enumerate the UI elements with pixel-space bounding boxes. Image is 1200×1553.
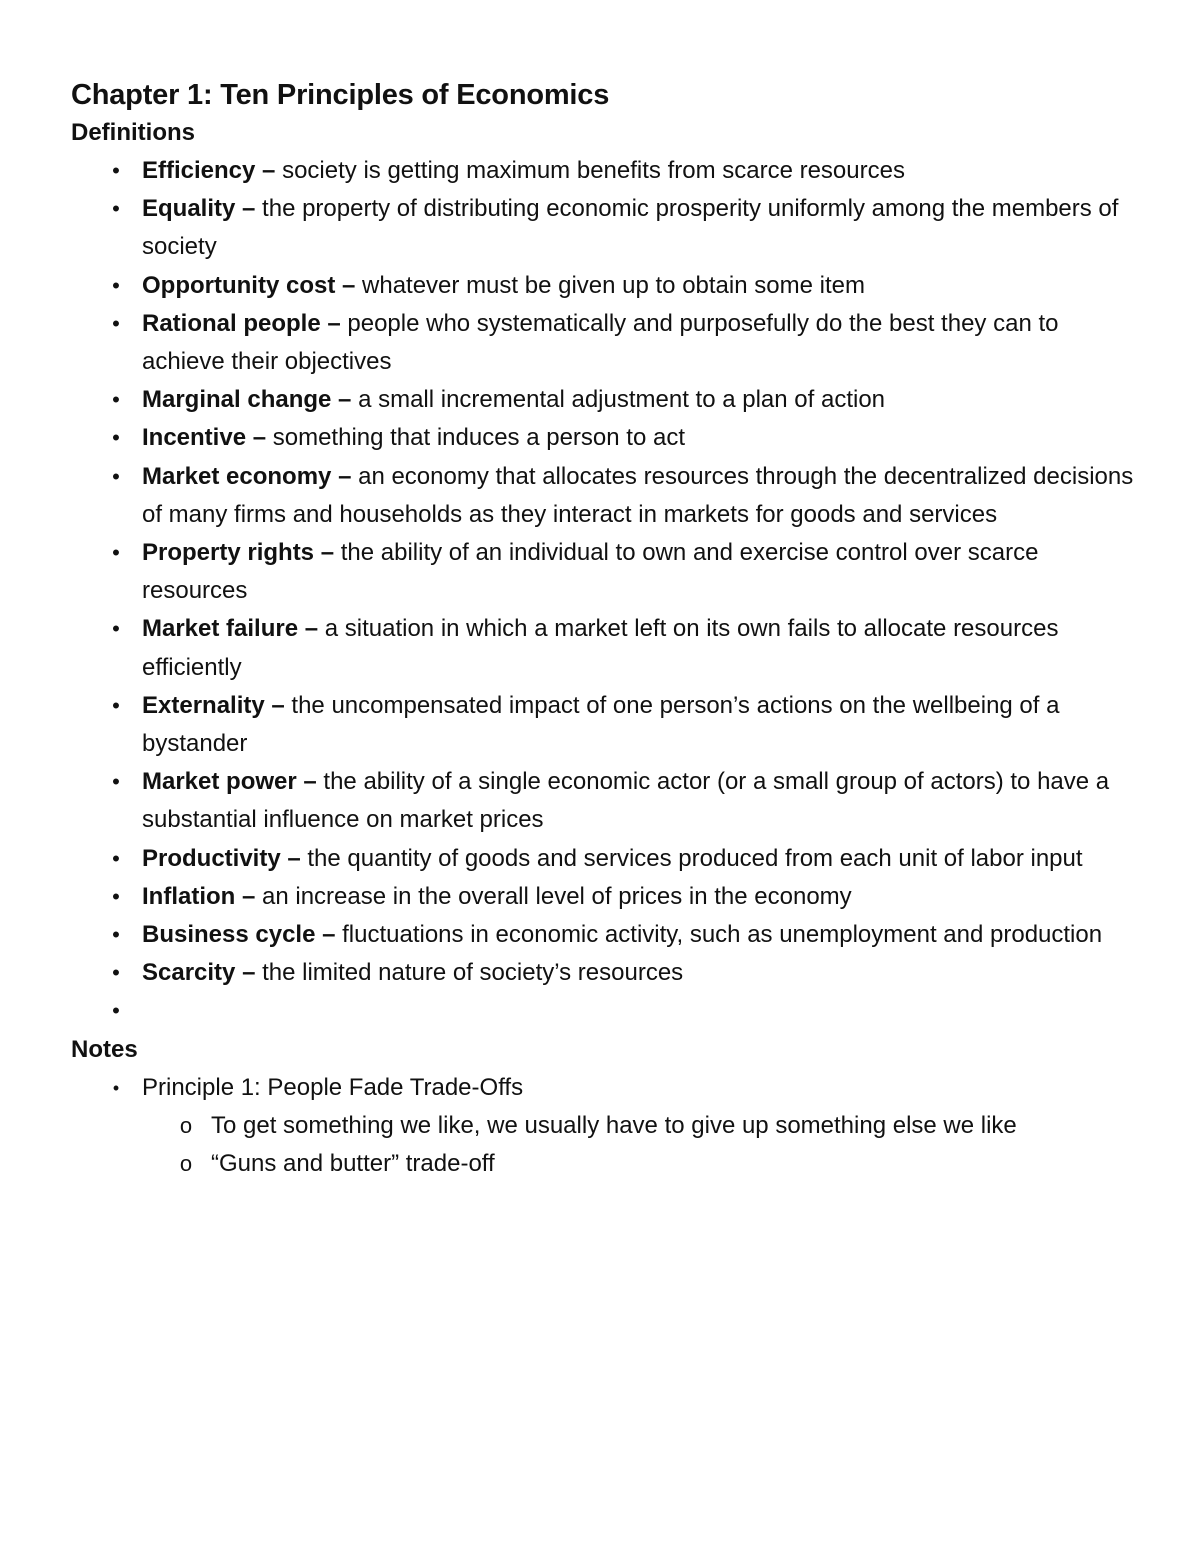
definition-term: Market economy — [142, 462, 332, 490]
definition-item — [71, 190, 1141, 266]
bullet-icon: • — [112, 769, 120, 795]
definition-item — [71, 267, 1141, 305]
circle-bullet-icon: o — [179, 1112, 193, 1138]
definition-separator: – — [235, 195, 263, 223]
bullet-icon: • — [112, 845, 120, 871]
definition-text: the uncompensated impact of one person’s actions on the wellbeing of a bystander — [142, 691, 1060, 758]
definitions-list — [71, 152, 1141, 1031]
definition-text: the property of distributing economic prosperity uniformly among the members of society — [142, 195, 1119, 261]
definition-item — [71, 916, 1141, 954]
definition-item — [71, 610, 1141, 686]
definition-item — [71, 152, 1141, 190]
bullet-icon: • — [112, 616, 120, 642]
definition-text: the ability of a single economic actor (or a small group of actors) to have a substantial influence on market prices — [142, 768, 1110, 834]
definition-term: Market failure — [142, 615, 299, 643]
definition-term: Incentive — [142, 424, 247, 452]
definition-separator: – — [315, 921, 343, 949]
bullet-icon: • — [112, 998, 120, 1024]
sub-note-item — [142, 1107, 1141, 1145]
definition-separator: – — [331, 386, 359, 414]
definitions-heading: Definitions — [71, 119, 195, 146]
bullet-icon: • — [112, 1077, 120, 1098]
definition-item — [71, 534, 1141, 610]
definition-term: Efficiency — [142, 157, 256, 184]
definition-separator: – — [298, 615, 325, 643]
definition-text: something that induces a person to act — [272, 424, 685, 452]
definition-text: fluctuations in economic activity, such as unemployment and production — [342, 921, 1103, 949]
notes-heading: Notes — [71, 1035, 138, 1063]
bullet-icon: • — [112, 425, 120, 451]
bullet-icon: • — [112, 310, 120, 336]
page-title: Chapter 1: Ten Principles of Economics — [71, 79, 610, 111]
definition-text: an economy that allocates resources through the decentralized decisions of many firms and households as they interact in markets for goods and services — [142, 462, 1134, 528]
definition-term: Rational people — [142, 309, 321, 337]
bullet-icon: • — [112, 196, 120, 222]
bullet-icon: • — [112, 883, 120, 909]
definition-text: an increase in the overall level of prices in the economy — [262, 882, 852, 910]
sub-note-text: “Guns and butter” trade-off — [211, 1150, 495, 1178]
definition-item — [71, 419, 1141, 457]
definition-term: Market power — [142, 768, 297, 796]
definition-text: society is getting maximum benefits from scarce resources — [282, 157, 905, 184]
definition-separator: – — [246, 424, 273, 452]
definition-text: a situation in which a market left on its own fails to allocate resources efficiently — [142, 615, 1059, 681]
definition-separator: – — [314, 539, 341, 567]
definition-item — [71, 381, 1141, 419]
bullet-icon: • — [112, 387, 120, 413]
definition-separator: – — [235, 882, 263, 910]
document-page — [71, 76, 1141, 1183]
notes-list — [71, 1069, 1141, 1184]
bullet-icon: • — [112, 922, 120, 948]
definition-separator: – — [320, 309, 348, 337]
bullet-icon: • — [112, 272, 120, 298]
bullet-icon: • — [112, 540, 120, 566]
definition-term: Opportunity cost — [142, 271, 336, 299]
definition-separator: – — [264, 691, 292, 719]
definition-separator: – — [296, 768, 324, 796]
definition-item — [71, 878, 1141, 916]
definition-term: Inflation — [142, 882, 236, 910]
definition-item — [71, 687, 1141, 763]
definition-item — [71, 458, 1141, 534]
bullet-icon: • — [112, 158, 120, 183]
definition-separator: – — [335, 271, 363, 299]
sub-note-text: To get something we like, we usually have to give up something else we like — [211, 1111, 1017, 1139]
definition-term: Scarcity — [142, 959, 236, 987]
definition-text: whatever must be given up to obtain some item — [362, 271, 865, 299]
definition-term: Equality — [142, 195, 236, 223]
definition-term: Property rights — [142, 539, 315, 567]
definition-item — [71, 954, 1141, 992]
definition-term: Marginal change — [142, 386, 332, 414]
definition-separator: – — [235, 959, 263, 987]
sub-note-item — [142, 1145, 1141, 1183]
definition-item — [71, 763, 1141, 839]
definition-item — [71, 992, 1141, 1030]
definition-term: Productivity — [142, 844, 281, 872]
bullet-icon: • — [112, 463, 120, 489]
definition-separator: – — [280, 844, 308, 872]
definition-item — [71, 840, 1141, 878]
definition-separator: – — [255, 157, 283, 184]
sub-note-list — [142, 1107, 1141, 1183]
definition-text: the ability of an individual to own and exercise control over scarce resources — [142, 539, 1039, 605]
definition-term: Externality — [142, 691, 265, 719]
definition-item — [71, 305, 1141, 381]
definition-text: the limited nature of society’s resources — [262, 959, 684, 987]
bullet-icon: • — [112, 692, 120, 718]
definition-text: people who systematically and purposefully do the best they can to achieve their objectives — [142, 309, 1059, 376]
definition-separator: – — [331, 462, 359, 490]
bullet-icon: • — [112, 960, 120, 986]
circle-bullet-icon: o — [179, 1151, 193, 1177]
definition-term: Business cycle — [142, 921, 316, 949]
note-item — [71, 1069, 1141, 1184]
definition-text: the quantity of goods and services produced from each unit of labor input — [307, 844, 1083, 872]
definition-text: a small incremental adjustment to a plan of action — [358, 386, 886, 414]
note-text: Principle 1: People Fade Trade-Offs — [142, 1073, 524, 1101]
